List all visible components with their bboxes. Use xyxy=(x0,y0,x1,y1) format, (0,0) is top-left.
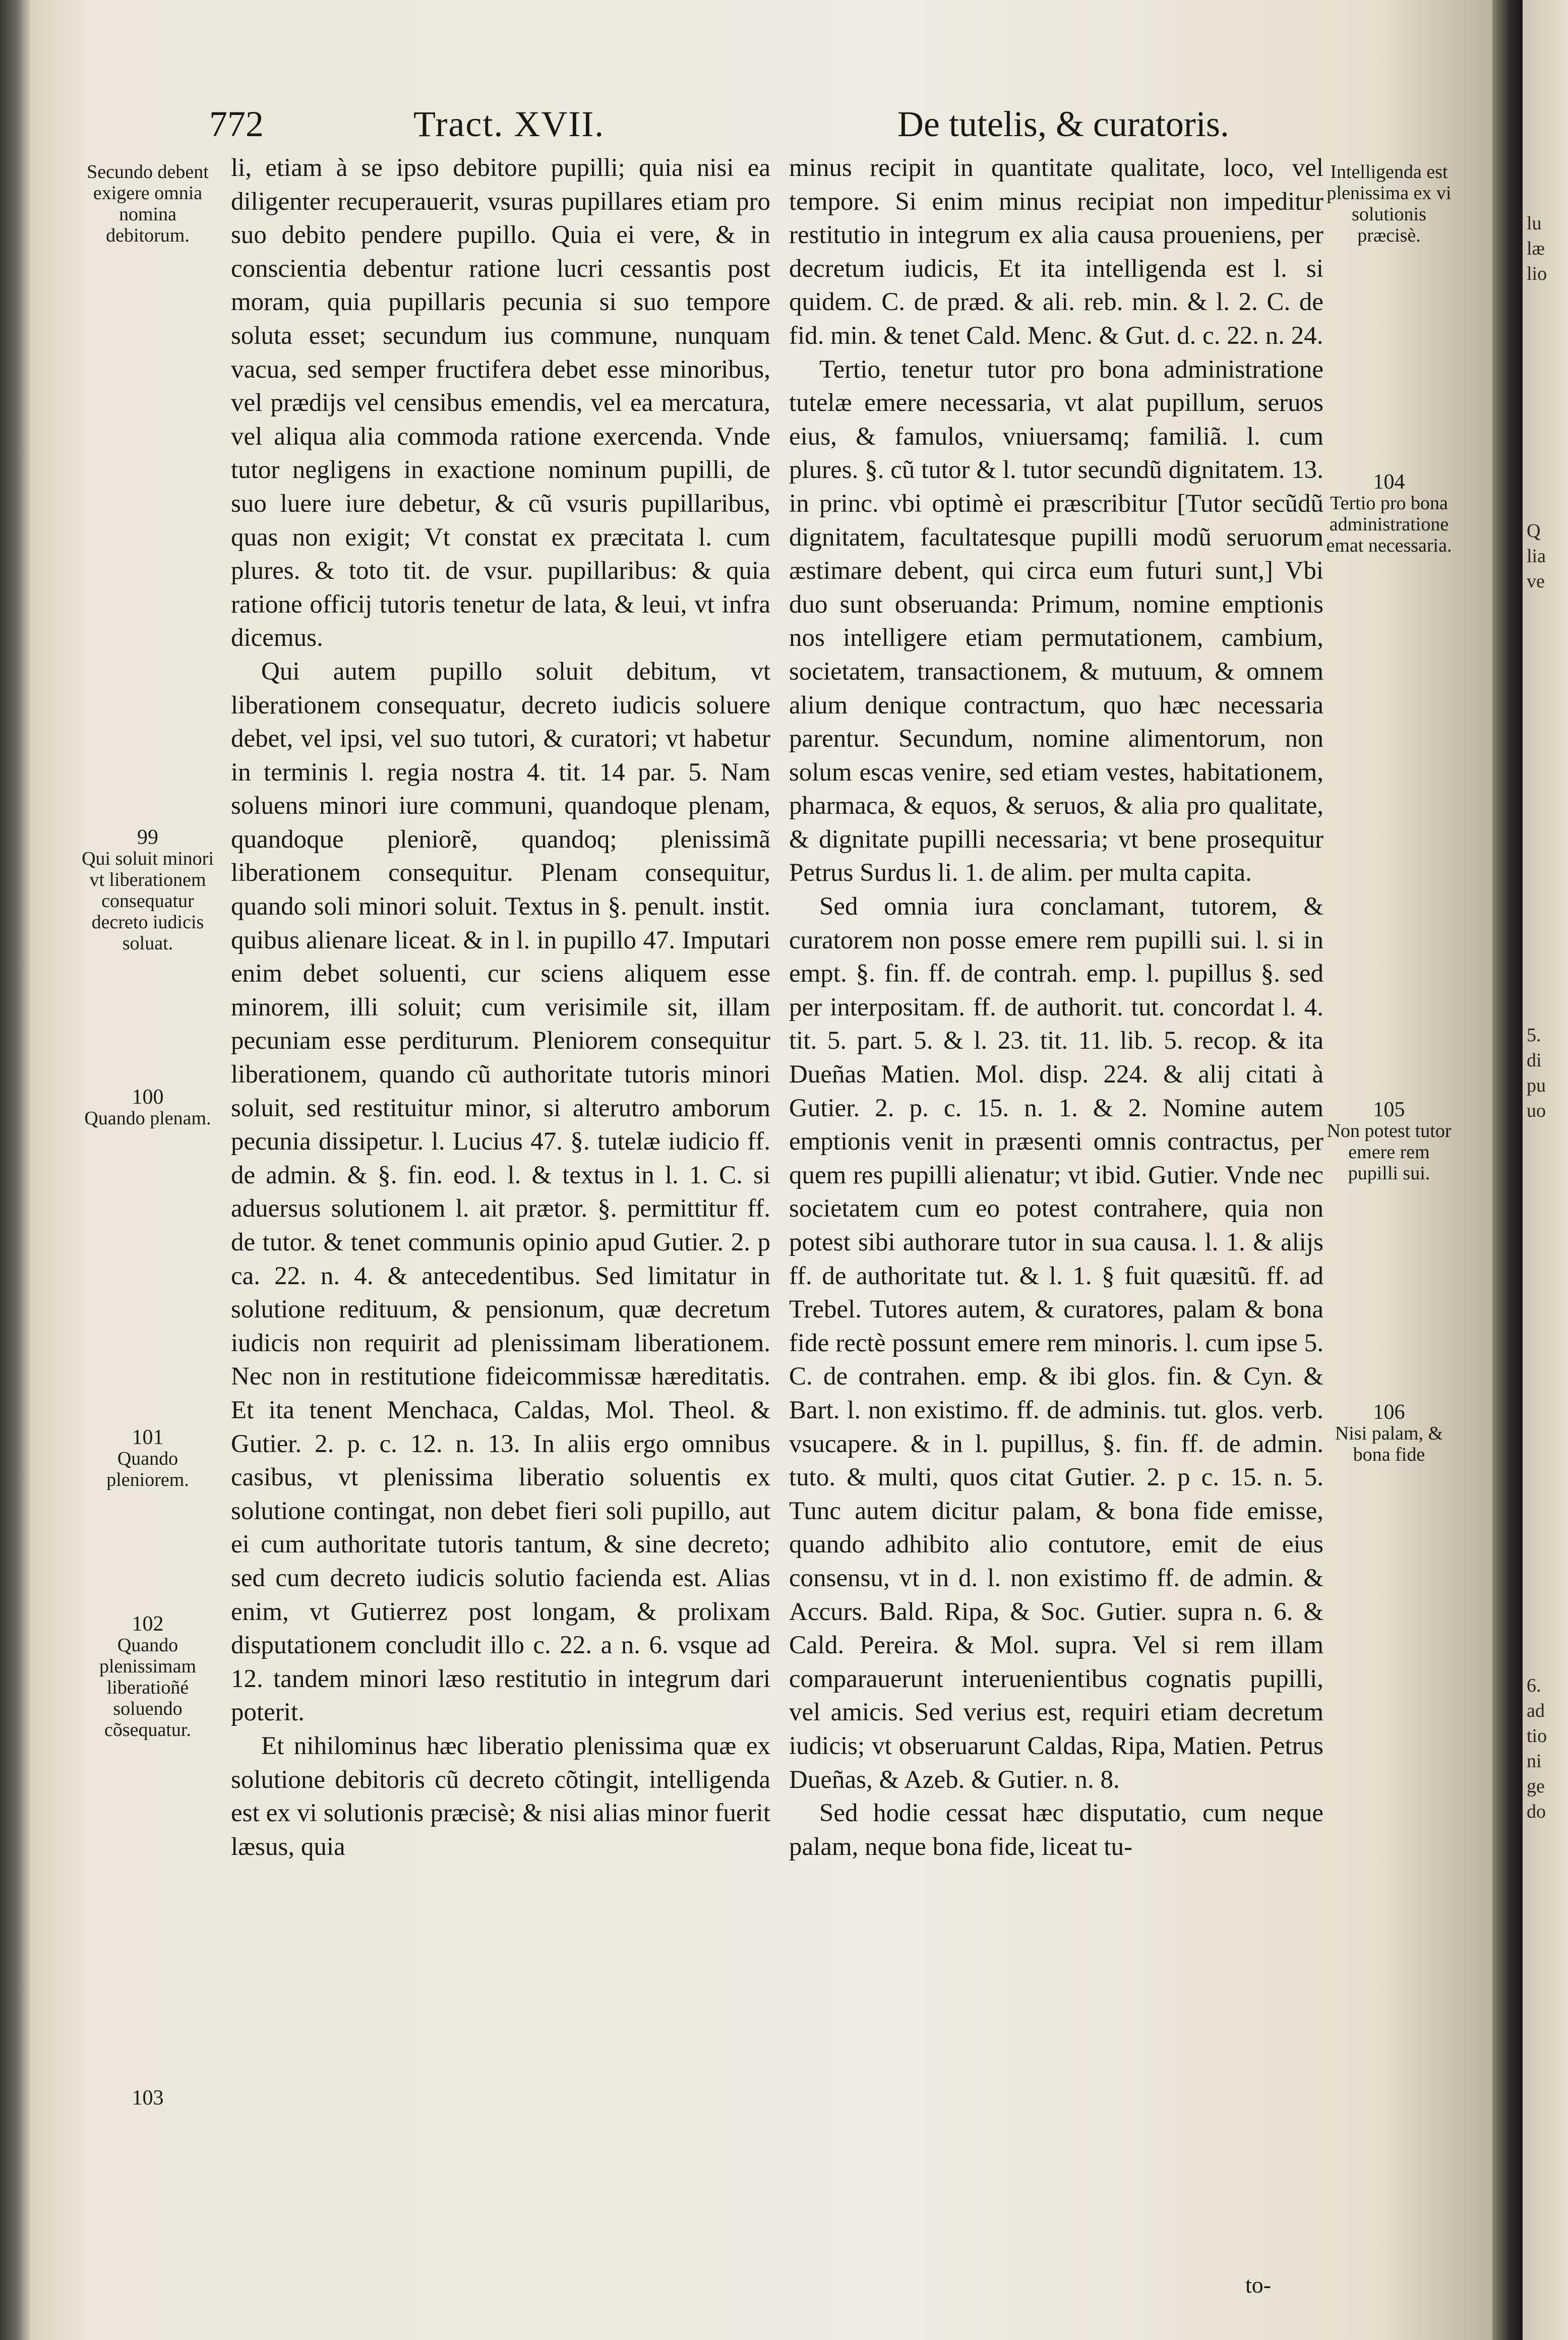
next-page-fragment: lia xyxy=(1527,546,1546,567)
page-number: 772 xyxy=(209,104,264,144)
margin-note-text: Quando plenam. xyxy=(84,1108,211,1129)
running-title-right: De tutelis, & curatoris. xyxy=(897,104,1229,144)
margin-note-number: 101 xyxy=(132,1426,164,1449)
next-page-fragment: ge xyxy=(1527,1776,1545,1797)
margin-note-right xyxy=(1323,1099,1455,1184)
next-page-edge xyxy=(1523,0,1568,2340)
margin-note-text: Secundo debent exigere omnia nomina debitorum. xyxy=(87,161,209,246)
next-page-fragment: 6. xyxy=(1527,1675,1541,1696)
paragraph: Qui autem pupillo soluit debitum, vt liberationem consequatur, decreto iudicis soluere debet, vel ipsi, vel suo tutori, & curatori; vt habetur in terminis l. regia nostra 4. tit. 14 par. 5. Nam soluens minori iure communi, quandoque plenam, quandoque pleniorẽ, quandoq; plenissimã liberationem consequitur. Plenam consequitur, quando soli minori soluit. Textus in §. penult. instit. quibus alienare liceat. & in l. in pupillo 47. Imputari enim debet soluenti, cur sciens aliquem esse minorem, illi soluit; cum verisimile sit, illam pecuniam esse perditurum. Pleniorem consequitur liberationem, quando cũ authoritate tutoris minori soluit, sed restituitur minor, si alterutro amborum pecunia dissipetur. l. Lucius 47. §. tutelæ iudicio ff. de admin. & §. fin. eod. l. & textus in l. 1. C. si aduersus solutionem l. ait prætor. §. permittitur ff. de tutor. & tenet communis opinio apud Gutier. 2. p ca. 22. n. 4. & antecedentibus. Sed limitatur in solutione redituum, & pensionum, quæ decretum iudicis non requirit ad plenissimam liberationem. Nec non in restitutione fideicommissæ hæreditatis. Et ita tenent Menchaca, Caldas, Mol. Theol. & Gutier. 2. p. c. 12. n. 13. In aliis ergo omnibus casibus, vt plenissima liberatio soluentis ex solutione contingat, non debet fieri soli pupillo, aut ei cum authoritate tutoris tantum, & sine decreto; sed cum decreto iudicis solutio facienda est. Alias enim, vt Gutierrez post longam, & prolixam disputationem concludit illo c. 22. a n. 6. vsque ad 12. tandem minori læso restitutio in integrum dari poterit. xyxy=(231,657,770,1727)
next-page-fragment: Q xyxy=(1527,520,1541,542)
margin-note-left xyxy=(80,1613,216,1741)
next-page-fragment: 5. xyxy=(1527,1025,1541,1046)
margin-note-left xyxy=(80,827,216,954)
next-page-fragment: tio xyxy=(1527,1725,1547,1747)
paragraph: Sed hodie cessat hæc disputatio, cum neque palam, neque bona fide, liceat tu- xyxy=(789,1799,1323,1861)
margin-note-text: Intelligenda est plenissima ex vi solutionis præcisè. xyxy=(1326,161,1452,246)
margin-note-left xyxy=(80,1427,216,1490)
next-page-fragment: lio xyxy=(1527,263,1547,284)
margin-note-text: Non potest tutor emere rem pupilli sui. xyxy=(1326,1120,1452,1184)
margin-note-number: 102 xyxy=(132,1612,164,1636)
paragraph: Et nihilominus hæc liberatio plenissima quæ ex solutione debitoris cũ decreto cõtingit, intelligenda est ex vi solutionis præcisè; & nisi alias minor fuerit læsus, quia xyxy=(231,1731,770,1861)
running-title-left: Tract. XVII. xyxy=(413,104,605,144)
book-binding-left xyxy=(0,0,30,2340)
margin-note-number: 105 xyxy=(1373,1098,1405,1121)
next-page-fragment: lu xyxy=(1527,213,1542,234)
book-gutter-right xyxy=(1492,0,1523,2340)
next-page-fragment: ad xyxy=(1527,1700,1545,1721)
next-page-fragment: ni xyxy=(1527,1751,1542,1772)
next-page-fragment: uo xyxy=(1527,1100,1546,1121)
paragraph: minus recipit in quantitate qualitate, loco, vel tempore. Si enim minus recipiat non impeditur restitutio in integrum ex alia causa proueniens, per decretum iudicis, Et ita intelligenda est l. si quidem. C. de præd. & ali. reb. min. & l. 2. C. de fid. min. & tenet Cald. Menc. & Gut. d. c. 22. n. 24. xyxy=(789,154,1323,350)
paragraph: li, etiam à se ipso debitore pupilli; quia nisi ea diligenter recuperauerit, vsuras pupillares etiam pro suo debito pendere pupillo. Quia ei vere, & in conscientia debentur ratione lucri cessantis post moram, quia pupillaris pecunia si suo tempore soluta esset; secundum ius commune, nunquam vacua, sed semper fructifera debet esse minoribus, vel prædijs vel censibus emendis, vel ea mercatura, vel aliqua alia commoda ratione exercenda. Vnde tutor negligens in exactione nominum pupilli, de suo luere iure debetur, & cũ vsuris pupillaribus, quas non exigit; Vt constat ex præcitata l. cum plures. & toto tit. de vsur. pupillaribus: & quia ratione officij tutoris tenetur de lata, & leui, vt infra dicemus. xyxy=(231,154,770,652)
next-page-fragment: læ xyxy=(1527,238,1545,259)
paragraph: Tertio, tenetur tutor pro bona administratione tutelæ emere necessaria, vt alat pupillum, seruos eius, & famulos, vniuersamq; familiã. l. cum plures. §. cũ tutor & l. tutor secundũ dignitatem. 13. in princ. vbi optimè ei præscribitur [Tutor secũdũ dignitatem, facultatesque pupilli modũ seruorum æstimare debent, qui circa eum futuri sunt,] Vbi duo sunt obseruanda: Primum, nomine emptionis nos intelligere etiam permutationem, cambium, societatem, transactionem, & mutuum, & omnem alium denique contractum, quo hæc necessaria parentur. Secundum, nomine alimentorum, non solum escas venire, sed etiam vestes, habitationem, pharmaca, & equos, & seruos, & alia pro qualitate, & dignitate pupilli necessaria; vt bene prosequitur Petrus Surdus li. 1. de alim. per multa capita. xyxy=(789,355,1323,887)
margin-note-text: Nisi palam, & bona fide xyxy=(1335,1423,1443,1465)
right-text-column xyxy=(789,151,1323,1864)
margin-note-right xyxy=(1323,471,1455,556)
margin-note-left xyxy=(80,1087,216,1129)
left-text-column xyxy=(231,151,770,1864)
margin-note-text: Qui soluit minori vt liberationem consequatur decreto iudicis soluat. xyxy=(82,848,214,954)
margin-note-right xyxy=(1323,161,1455,246)
margin-note-number: 99 xyxy=(137,826,158,849)
catchword: to- xyxy=(1245,2272,1272,2298)
margin-note-left xyxy=(80,2087,216,2109)
margin-note-number: 106 xyxy=(1373,1401,1405,1424)
margin-note-text: Quando pleniorem. xyxy=(106,1448,189,1490)
paragraph: Sed omnia iura conclamant, tutorem, & curatorem non posse emere rem pupilli sui. l. si in empt. §. fin. ff. de contrah. emp. l. pupillus §. sed per interpositam. ff. de authorit. tut. concordat l. 4. tit. 5. part. 5. & l. 23. tit. 11. lib. 5. recop. & ita Dueñas Matien. Mol. disp. 224. & alij citati à Gutier. 2. p. c. 15. n. 1. & 2. Nomine autem emptionis venit in præsenti omnis contractus, per quem res pupilli alienatur; vt ibid. Gutier. Vnde nec societatem cum eo potest contrahere, quia non potest sibi authorare tutor in sua causa. l. 1. & alijs ff. de authoritate tut. & l. 1. § fuit quæsitũ. ff. ad Trebel. Tutores autem, & curatores, palam & bona fide rectè possunt emere rem minoris. l. cum ipse 5. C. de contrahen. emp. & ibi glos. fin. & Cyn. & Bart. l. non existimo. ff. de adminis. tut. glos. verb. vsucapere. & in l. pupillus, §. fin. ff. de admin. tuto. & multi, quos citat Gutier. 2. p c. 15. n. 5. Tunc autem dicitur palam, & bona fide emisse, quando adhibito alio contutore, emit de eius consensu, vt in d. l. non existimo ff. de admin. & Accurs. Bald. Ripa, & Soc. Gutier. supra n. 6. & Cald. Pereira. & Mol. supra. Vel si rem illam comparauerunt interuenientibus cognatis pupilli, vel amicis. Sed verius est, requiri etiam decretum iudicis; vt obseruarunt Caldas, Ripa, Matien. Petrus Dueñas, & Azeb. & Gutier. n. 8. xyxy=(789,892,1323,1794)
next-page-fragment: do xyxy=(1527,1801,1546,1822)
margin-note-text: Quando plenissimam liberatioñé soluendo cõsequatur. xyxy=(99,1635,197,1741)
margin-note-text: Tertio pro bona administratione emat necessaria. xyxy=(1326,493,1452,556)
next-page-fragment: pu xyxy=(1527,1075,1546,1096)
margin-note-number: 103 xyxy=(132,2086,164,2110)
margin-note-right xyxy=(1323,1402,1455,1465)
next-page-fragment: di xyxy=(1527,1050,1542,1071)
margin-note-number: 100 xyxy=(132,1086,164,1109)
margin-note-left xyxy=(80,161,216,246)
margin-note-number: 104 xyxy=(1373,470,1405,494)
next-page-fragment: ve xyxy=(1527,571,1545,592)
